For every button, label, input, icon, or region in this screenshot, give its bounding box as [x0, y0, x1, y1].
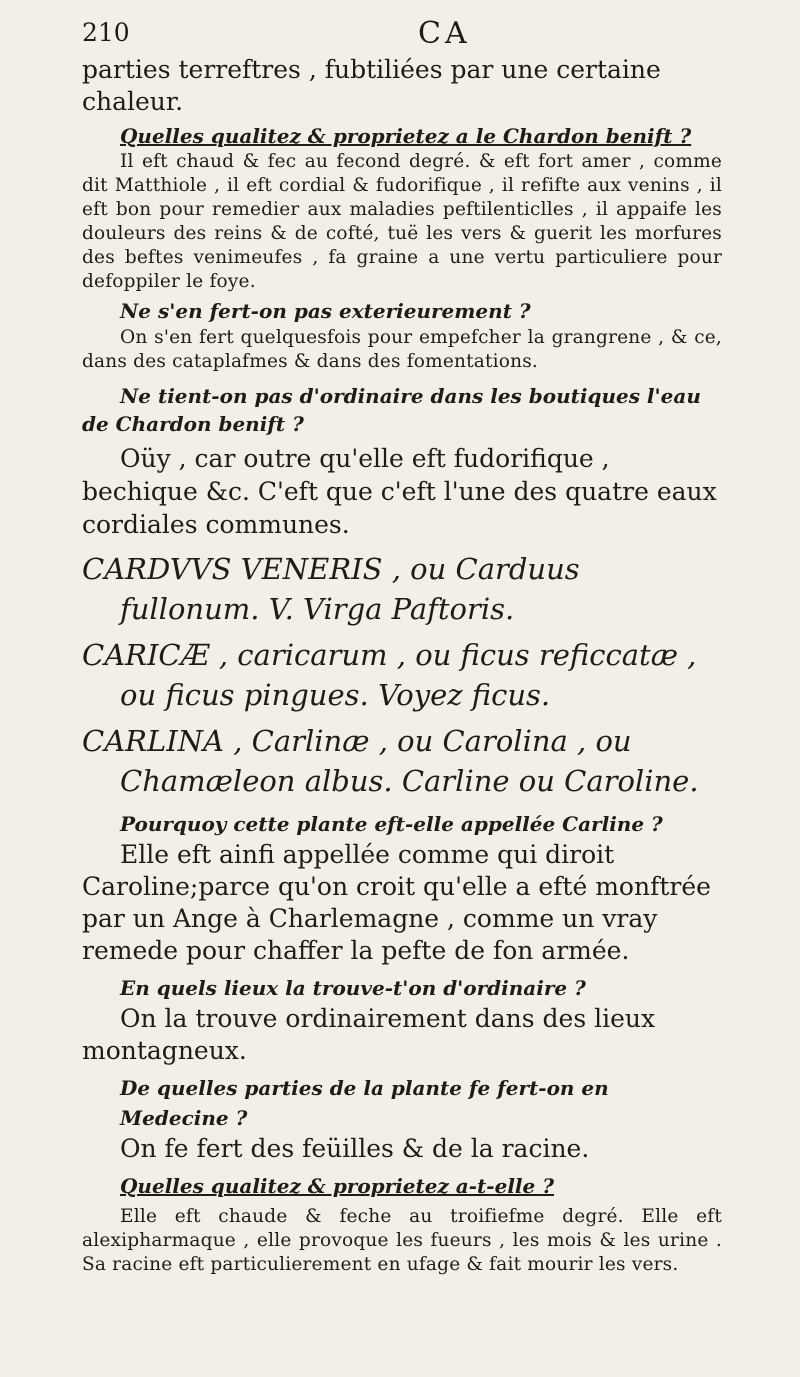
dictionary-entry: CARICÆ , caricarum , ou ficus reficcatæ , ou ficus pingues. Voyez ficus.: [82, 638, 697, 712]
answer-text: Oüy , car outre qu'elle eft fudorifique , bechique &c. C'eft que c'eft l'une des quatre eaux cordiales communes.: [82, 444, 717, 539]
answer-text: On fe fert des feüilles & de la racine.: [120, 1134, 590, 1163]
page-header: [82, 18, 730, 54]
question-heading: Quelles qualitez & proprietez a-t-elle ?: [120, 1174, 554, 1198]
continued-line: parties terreftres , fubtiliées par une certaine chaleur.: [82, 55, 661, 116]
page-body: [82, 54, 722, 1277]
question-heading: En quels lieux la trouve-t'on d'ordinaire ?: [120, 976, 586, 1000]
question-heading: Ne s'en fert-on pas exterieurement ?: [120, 299, 531, 323]
question-heading: Ne tient-on pas d'ordinaire dans les boutiques l'eau de Chardon benift ?: [82, 384, 701, 436]
dictionary-entry: CARLINA , Carlinæ , ou Carolina , ou Chamæleon albus. Carline ou Caroline.: [82, 724, 699, 798]
answer-text: Elle eft ainfi appellée comme qui diroit Caroline;parce qu'on croit qu'elle a efté monftrée par un Ange à Charlemagne , comme un vray remede pour chaffer la pefte de fon armée.: [82, 840, 711, 965]
page-number: 210: [82, 18, 130, 47]
running-title: CA: [418, 16, 471, 51]
question-heading: De quelles parties de la plante fe fert-on en Medecine ?: [120, 1076, 609, 1130]
question-heading: Pourquoy cette plante eft-elle appellée Carline ?: [120, 812, 663, 836]
answer-text: On la trouve ordinairement dans des lieux montagneux.: [82, 1004, 656, 1065]
answer-text: On s'en fert quelquesfois pour empefcher la grangrene , & ce, dans des cataplafmes & dans des fomentations.: [82, 327, 722, 372]
dictionary-entry: CARDVVS VENERIS , ou Carduus fullonum. V. Virga Paftoris.: [82, 552, 580, 626]
question-heading: Quelles qualitez & proprietez a le Chardon benift ?: [120, 124, 692, 148]
answer-text: Elle eft chaude & feche au troifiefme degré. Elle eft alexipharmaque , elle provoque les fueurs , les mois & les urine . Sa racine eft particulierement en ufage & fait mourir les vers.: [82, 1206, 722, 1275]
answer-text: Il eft chaud & fec au fecond degré. & eft fort amer , comme dit Matthiole , il eft cordial & fudorifique , il refifte aux venins , il eft bon pour remedier aux maladies peftilenticlles , il appaife les douleurs des reins & de cofté, tuë les vers & guerit les morfures des beftes venimeufes , fa graine a une vertu particuliere pour defoppiler le foye.: [82, 151, 722, 292]
